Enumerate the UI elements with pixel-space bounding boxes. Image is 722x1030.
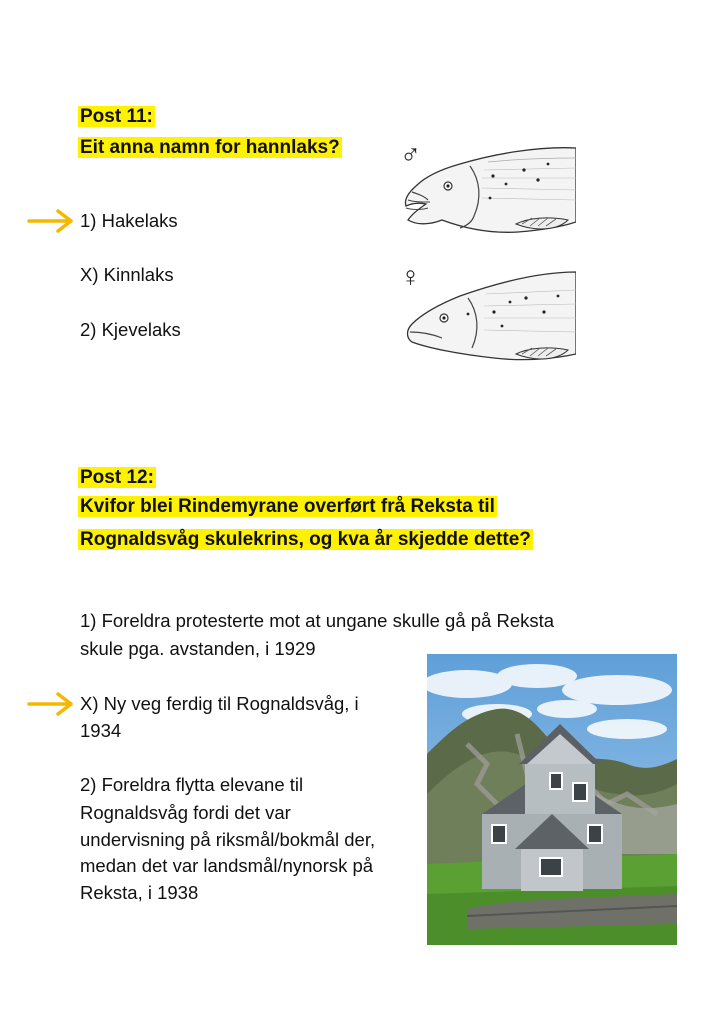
- post11-option-x: X) Kinnlaks: [80, 264, 174, 285]
- post12-option-2-line5: Reksta, i 1938: [80, 882, 199, 903]
- post12-question-line1: Kvifor blei Rindemyrane overført frå Reksta til: [80, 496, 495, 517]
- post12-option-2-line1: 2) Foreldra flytta elevane til: [80, 774, 304, 795]
- post12-option-2-line4: medan det var landsmål/nynorsk på: [80, 855, 374, 876]
- school-house-photo: [427, 654, 677, 945]
- post11-question: Eit anna namn for hannlaks?: [80, 137, 340, 158]
- post11-option-2: 2) Kjevelaks: [80, 319, 181, 340]
- female-symbol-icon: ♀: [400, 261, 421, 292]
- female-salmon-illustration: [398, 262, 576, 374]
- salmon-head-female-drawing: [398, 262, 576, 374]
- post12-option-x-line1: X) Ny veg ferdig til Rognaldsvåg, i: [80, 693, 359, 714]
- salmon-head-male-drawing: [398, 140, 576, 252]
- male-symbol-icon: ♂: [400, 139, 421, 170]
- post11-title: Post 11:: [80, 106, 153, 127]
- arrow-right-icon: [27, 691, 75, 717]
- arrow-right-icon: [27, 208, 75, 234]
- male-salmon-illustration: [398, 140, 576, 252]
- post12-option-1-line1: 1) Foreldra protesterte mot at ungane skulle gå på Reksta: [80, 610, 555, 631]
- post11-option-1: 1) Hakelaks: [80, 210, 178, 231]
- post12-option-2-line3: undervisning på riksmål/bokmål der,: [80, 829, 376, 850]
- post12-option-2-line2: Rognaldsvåg fordi det var: [80, 802, 291, 823]
- post12-option-x-line2: 1934: [80, 720, 122, 741]
- post12-option-1-line2: skule pga. avstanden, i 1929: [80, 638, 316, 659]
- post12-question-line2: Rognaldsvåg skulekrins, og kva år skjedde dette?: [80, 529, 531, 550]
- post12-title: Post 12:: [80, 467, 154, 488]
